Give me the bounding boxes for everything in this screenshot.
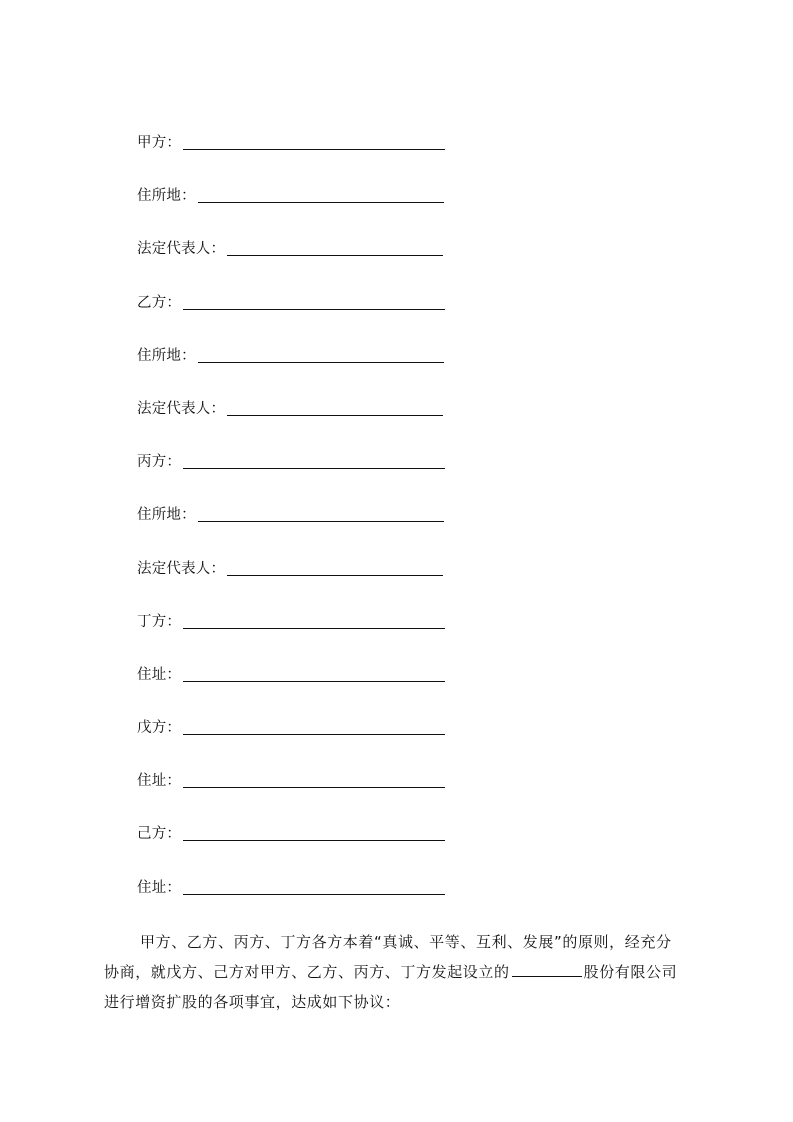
field-row-party-b [137, 290, 457, 313]
party-fields [137, 130, 457, 928]
field-row-party-e-address [137, 768, 457, 791]
preamble-line-3: 进行增资扩股的各项事宜，达成如下协议： [104, 993, 401, 1011]
field-label: 乙方： [137, 294, 182, 311]
field-label: 法定代表人： [137, 241, 226, 258]
preamble-line-1: 甲方、乙方、丙方、丁方各方本着“真诚、平等、互利、发展”的原则，经充分 [140, 933, 672, 951]
field-row-party-c-representative [137, 556, 457, 579]
blank-line[interactable] [198, 184, 444, 203]
field-label: 住址： [137, 666, 182, 683]
field-label: 住所地： [137, 347, 196, 364]
blank-line[interactable] [183, 610, 445, 629]
blank-line[interactable] [183, 131, 445, 150]
field-label: 住所地： [137, 188, 196, 205]
field-row-party-b-representative [137, 396, 457, 419]
preamble-line-2-start: 协商，就戊方、己方对甲方、乙方、丙方、丁方发起设立的 [104, 963, 510, 981]
field-label: 丙方： [137, 454, 182, 471]
blank-line[interactable] [183, 822, 445, 841]
blank-line[interactable] [198, 503, 444, 522]
field-row-party-a [137, 130, 457, 153]
preamble-line-2 [104, 957, 700, 987]
blank-line[interactable] [183, 876, 445, 895]
field-row-party-c [137, 449, 457, 472]
field-label: 丁方： [137, 613, 182, 630]
blank-line[interactable] [227, 557, 443, 576]
field-label: 法定代表人： [137, 560, 226, 577]
preamble-line-2-end: 股份有限公司 [583, 963, 678, 981]
blank-line[interactable] [183, 663, 445, 682]
blank-line[interactable] [183, 716, 445, 735]
blank-line[interactable] [183, 450, 445, 469]
field-row-party-f-address [137, 875, 457, 898]
field-label: 戊方： [137, 720, 182, 737]
field-label: 住所地： [137, 507, 196, 524]
field-row-party-d [137, 609, 457, 632]
blank-line[interactable] [227, 397, 443, 416]
field-label: 法定代表人： [137, 400, 226, 417]
field-row-party-e [137, 715, 457, 738]
agreement-preamble [104, 927, 700, 1017]
field-label: 住址： [137, 773, 182, 790]
field-row-party-a-address [137, 183, 457, 206]
field-row-party-f [137, 821, 457, 844]
field-row-party-d-address [137, 662, 457, 685]
blank-line[interactable] [198, 344, 444, 363]
field-label: 住址： [137, 879, 182, 896]
blank-line[interactable] [227, 237, 443, 256]
field-label: 甲方： [137, 135, 182, 151]
field-row-party-c-address [137, 502, 457, 525]
company-name-blank[interactable] [512, 959, 582, 977]
field-row-party-a-representative [137, 236, 457, 259]
field-label: 己方： [137, 826, 182, 843]
blank-line[interactable] [183, 291, 445, 310]
blank-line[interactable] [183, 769, 445, 788]
field-row-party-b-address [137, 343, 457, 366]
